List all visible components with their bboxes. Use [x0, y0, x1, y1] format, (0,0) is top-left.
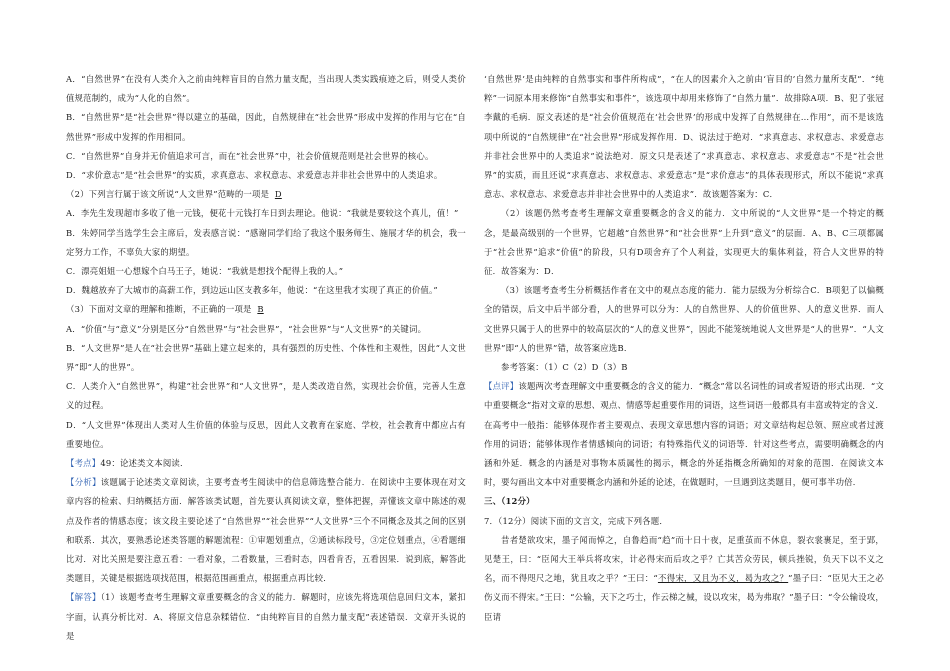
q3-stem-text: （3）下面对文章的理解和推断，不正确的一项是	[66, 304, 252, 315]
right-column	[484, 70, 884, 627]
jieda-tag: 【解答】	[66, 592, 101, 603]
fenxi-text: 该题属于论述类文章阅读，主要考查考生阅读中的信息筛选整合能力．在阅读中主要体现在对文章内容的检索、归纳概括方面．解答该类试题，首先要认真阅读文章，整体把握，弄懂该文章中陈述的观点及作者的情感态度；该文段主要论述了“自然世界”“社会世界”“人文世界”三个不同概念及其之间的区别和联系．其次，要熟悉论述类答题的解题流程：①审题划重点，②通读标段号，③定位划重点，④看题细比对．对比关照是要注意五看：一看对象，二看数量，三看时态，四看肯否，五看因果．说到底，解答此类题目，关键是根据选项找范围，根据范围画重点，根据重点再比较．	[66, 477, 466, 584]
fenxi	[66, 473, 466, 588]
kaodian-text: 49：论述类文本阅读．	[100, 458, 189, 469]
q2-stem-text: （2）下列言行属于该文所说“人文世界”范畴的一项是	[66, 189, 270, 200]
jieda-q2: （2）该题仍然考查考生理解文章重要概念的含义的能力．文中所说的“人文世界”是一个特定的概念，是最高级别的一个世界，它超越“自然世界”和“社会世界”上升到“意义”的层面．A、B、C三项都属于“社会世界”追求“价值”的阶段，只有D项舍弃了个人利益，实现更大的集体利益，符合人文世界的特征．故答案为：D．	[484, 208, 884, 277]
kaodian-tag: 【考点】	[66, 458, 101, 469]
kaodian	[66, 454, 466, 473]
fenxi-tag: 【分析】	[66, 477, 101, 488]
passage-part-a: 昔者楚欲攻宋，墨子闻而悼之，自鲁趋而“趋”而十日十夜，足重茧而不休息，裂衣裳裹足，至于郢，见楚王，曰：“臣闻大王举兵将攻宋，计必得宋而后攻之乎？亡其苦众劳民，顿兵挫锐，负天下以不义之名，而不得咫尺之地，犹且攻之乎？”王曰：“	[484, 534, 884, 584]
q2-option-b: B．朱婷同学当选学生会主席后，发表感言说：“感谢同学们给了我这个服务师生、施展才华的机会，我一定努力工作，不辜负大家的期望。	[66, 227, 466, 257]
left-column	[66, 70, 466, 646]
jieda-continued: ‘自然世界’是由纯粹的自然事实和事件所构成”，“在人的因素介入之前由‘盲目的’自然力量所支配”．“纯粹”一词原本用来修饰“自然事实和事件”，该选项中却用来修饰了“自然力量”．故排除A项．B、犯了张冠李戴的毛病．原文表述的是“社会价值规范在‘社会世界’的形成中发挥了自然规律在…作用”，而不是该选项中所说的“自然规律”在“社会世界”形成发挥作用．D、说法过于绝对．“求真意志、求权意志、求爱意志并非社会世界中的人类追求”说法绝对．原文只是表述了“求真意志、求权意志、求爱意志”不是“社会世界”的实质，而且还说“求真意志、求权意志、求爱意志”是“求价意志”的具体表现形式，所以不能说“求真意志、求权意志、求爱意志并非社会世界中的人类追求”．故该题答案为：C．	[484, 74, 884, 200]
q7-stem: 7．（12分）阅读下面的文言文，完成下列各题．	[484, 515, 668, 526]
section-heading: 三、（12分）	[484, 496, 535, 507]
q3-option-d: D．“人文世界”体现出人类对人生价值的体验与反思，因此人文教育在家庭、学校，社会教育中都应占有重要地位。	[66, 419, 466, 449]
q3-option-b: B．“人文世界”是人在“社会世界”基础上建立起来的，具有强烈的历史性、个体性和主观性，因此“人文世界”即“人的世界”。	[66, 342, 466, 373]
reference-answer: 参考答案：（1）C（2）D（3）B	[501, 362, 628, 373]
jieda	[66, 588, 466, 646]
q3-answer-blank: B	[257, 304, 264, 315]
q1-option-a: A．“自然世界”在没有人类介入之前由纯粹盲目的自然力量支配，当出现人类实践痕迹之后，则受人类价值规范制约，成为“人化的自然”。	[66, 74, 466, 104]
dianping-text: 该题两次考查理解文中重要概念的含义的能力．“概念”常以名词性的词或者短语的形式出现．“文中重要概念”指对文章的思想、观点、情感等起重要作用的词语，这些词语一般都具有丰富或特定的含义．在高考中一般指：能够体现作者主要观点、表现文章思想内容的词语；对文章结构起总领、照应或者过渡作用的词语；能够体现作者情感倾向的词语；有特殊指代义的词语等．针对这些考点，需要明确概念的内涵和外延．概念的内涵是对事物本质属性的揭示，概念的外延指概念所确知的对象的范围．在阅读文本时，要勾画出文本中对重要概念内涵和外延的论述，在做题时，一旦遇到这类题目，便可事半功倍．	[484, 381, 884, 488]
q2-option-c: C．漂亮姐姐一心想嫁个白马王子，她说：“我就是想找个配得上我的人。”	[66, 266, 344, 277]
passage-part-b: ”墨子曰：“臣见大王之必伤义而不得宋。”王曰：“公输，天下之巧士，作云梯之械，设以攻宋，曷为弗取？”墨子曰：“令公输设攻，臣请	[484, 573, 884, 622]
q2-stem	[66, 185, 466, 204]
q3-stem	[66, 300, 466, 319]
passage-underlined: 不得宋，又且为不义，曷为攻之？	[657, 573, 789, 584]
q1-option-d: D．“求价意志”是“社会世界”的实质，求真意志、求权意志、求爱意志并非社会世界中的人类追求。	[66, 170, 443, 181]
q3-option-a: A．“价值”与“意义”分别是区分“自然世界”与“社会世界”，“社会世界”与“人文世界”的关键词。	[66, 323, 427, 334]
jieda-q3: （3）该题考查考生分析概括作者在文中的观点态度的能力．能力层级为分析综合C．B项犯了以偏概全的错误，后文中后半部分看，人的世界可以分为：人的自然世界、人的价值世界、人的意义世界．而人文世界只属于人的世界中的较高层次的“人的意义世界”，因此不能笼统地说人文世界是“人的世界”．“人文世界”即“人的世界”错，故答案应选B．	[484, 285, 884, 353]
q3-option-c: C．人类介入“自然世界”，构建“社会世界”和“人文世界”，是人类改造自然，实现社会价值，完善人生意义的过程。	[66, 381, 466, 411]
q1-option-b: B．“自然世界”是“社会世界”得以建立的基础，因此，自然规律在“社会世界”形成中发挥的作用与它在“自然世界”形成中发挥的作用相同。	[66, 112, 466, 142]
classical-passage	[484, 531, 884, 627]
q2-answer-blank: D	[274, 189, 282, 200]
jieda-text: （1）该题考查考生理解文章重要概念的含义的能力．解题时，应该先将选项信息回归文本，紧扣字面，认真分析比对．A、将原文信息杂糅错位．“由纯粹盲目的自然力量支配”表述错误．文章开头说的是	[66, 592, 466, 641]
dianping	[484, 377, 884, 492]
q2-option-d: D．魏越放弃了大城市的高薪工作，到边远山区支教多年，他说：“在这里我才实现了真正的价值。”	[66, 285, 438, 296]
q1-option-c: C．“自然世界”自身并无价值追求可言，而在“社会世界”中，社会价值规范则是社会世界的核心。	[66, 150, 434, 161]
q2-option-a: A．李先生发现超市多收了他一元钱，便花十元钱打车日到去理论。他说：“我就是要较这个真儿，值！”	[66, 208, 459, 219]
dianping-tag: 【点评】	[484, 381, 519, 392]
